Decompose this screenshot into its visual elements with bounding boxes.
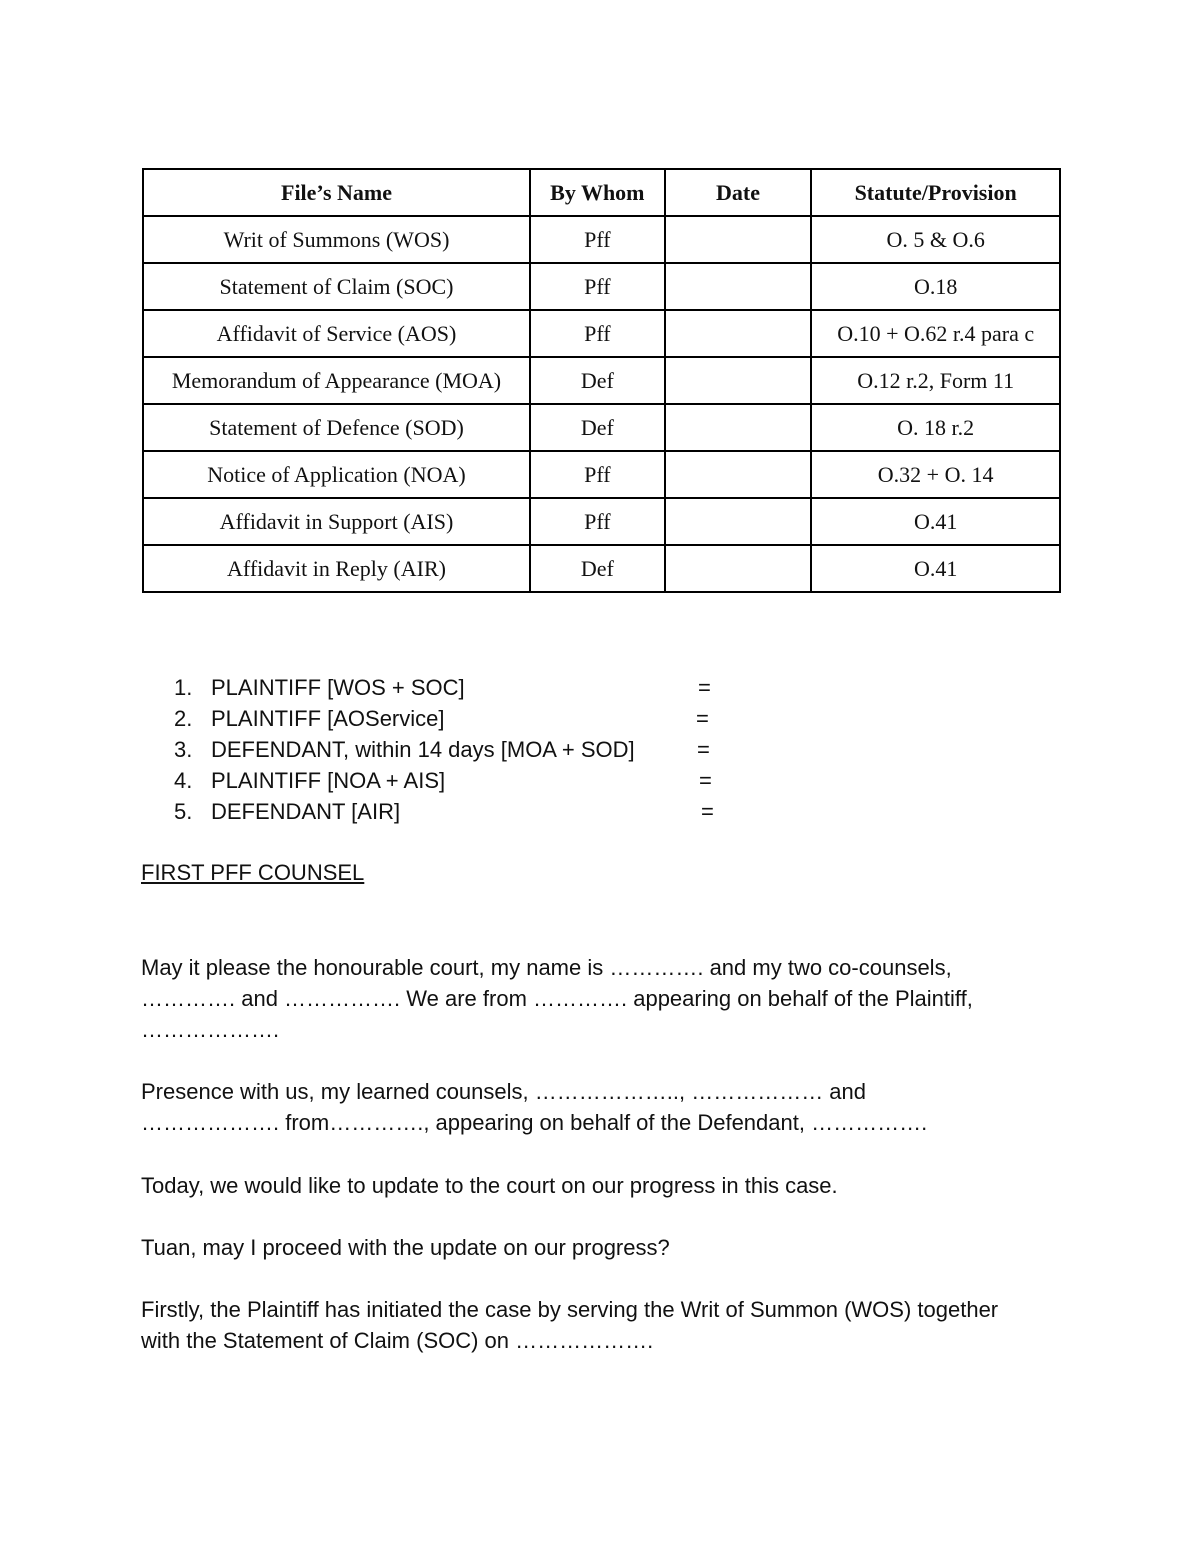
step-number: 5. bbox=[174, 799, 193, 824]
firstly-line: with the Statement of Claim (SOC) on ………………. bbox=[141, 1328, 654, 1353]
step-text: PLAINTIFF [WOS + SOC] bbox=[211, 675, 465, 700]
cell-statute: O.41 bbox=[811, 545, 1060, 592]
table-header-row bbox=[143, 169, 1060, 216]
cell-date bbox=[665, 310, 812, 357]
cell-file-name: Statement of Claim (SOC) bbox=[143, 263, 530, 310]
cell-statute: O.10 + O.62 r.4 para c bbox=[811, 310, 1060, 357]
cell-statute: O. 5 & O.6 bbox=[811, 216, 1060, 263]
step-text: PLAINTIFF [NOA + AIS] bbox=[211, 768, 446, 793]
table-row bbox=[143, 498, 1060, 545]
cell-date bbox=[665, 357, 812, 404]
intro-line: …………. and ……………. We are from …………. appearing on behalf of the Plaintiff, bbox=[141, 986, 973, 1011]
firstly-paragraph bbox=[141, 1294, 1071, 1356]
cell-date bbox=[665, 545, 812, 592]
list-item bbox=[174, 734, 710, 765]
steps-list bbox=[174, 672, 714, 827]
step-text: DEFENDANT [AIR] bbox=[211, 799, 401, 824]
table-row bbox=[143, 451, 1060, 498]
step-equals: = bbox=[697, 737, 710, 762]
cell-by-whom: Def bbox=[530, 357, 665, 404]
header-files-name: File’s Name bbox=[143, 169, 530, 216]
step-number: 4. bbox=[174, 768, 193, 793]
header-statute: Statute/Provision bbox=[811, 169, 1060, 216]
presence-line: Presence with us, my learned counsels, ……………….., ……………… and bbox=[141, 1079, 867, 1104]
intro-line: May it please the honourable court, my name is …………. and my two co-counsels, bbox=[141, 955, 952, 980]
cell-statute: O.12 r.2, Form 11 bbox=[811, 357, 1060, 404]
cell-date bbox=[665, 263, 812, 310]
firstly-line: Firstly, the Plaintiff has initiated the case by serving the Writ of Summon (WOS) together bbox=[141, 1297, 999, 1322]
table-row bbox=[143, 310, 1060, 357]
proceed-paragraph: Tuan, may I proceed with the update on our progress? bbox=[141, 1235, 670, 1260]
cell-date bbox=[665, 404, 812, 451]
cell-date bbox=[665, 498, 812, 545]
update-paragraph: Today, we would like to update to the court on our progress in this case. bbox=[141, 1173, 838, 1198]
step-equals: = bbox=[698, 675, 711, 700]
cell-by-whom: Pff bbox=[530, 498, 665, 545]
cell-date bbox=[665, 216, 812, 263]
list-item bbox=[174, 796, 714, 827]
step-number: 3. bbox=[174, 737, 193, 762]
cell-statute: O. 18 r.2 bbox=[811, 404, 1060, 451]
intro-line: ………………. bbox=[141, 1017, 280, 1042]
header-by-whom: By Whom bbox=[530, 169, 665, 216]
step-number: 2. bbox=[174, 706, 193, 731]
cell-file-name: Notice of Application (NOA) bbox=[143, 451, 530, 498]
cell-file-name: Affidavit of Service (AOS) bbox=[143, 310, 530, 357]
step-equals: = bbox=[696, 706, 709, 731]
table-row bbox=[143, 404, 1060, 451]
cell-by-whom: Pff bbox=[530, 451, 665, 498]
step-text: DEFENDANT, within 14 days [MOA + SOD] bbox=[211, 737, 635, 762]
presence-line: ………………. from…………., appearing on behalf of the Defendant, ……………. bbox=[141, 1110, 928, 1135]
cell-file-name: Affidavit in Reply (AIR) bbox=[143, 545, 530, 592]
table-row bbox=[143, 263, 1060, 310]
table-row bbox=[143, 357, 1060, 404]
step-equals: = bbox=[699, 768, 712, 793]
cell-date bbox=[665, 451, 812, 498]
step-number: 1. bbox=[174, 675, 193, 700]
step-equals: = bbox=[701, 799, 714, 824]
cell-file-name: Writ of Summons (WOS) bbox=[143, 216, 530, 263]
cell-by-whom: Pff bbox=[530, 310, 665, 357]
cell-by-whom: Def bbox=[530, 404, 665, 451]
presence-paragraph bbox=[141, 1076, 1071, 1138]
cell-statute: O.41 bbox=[811, 498, 1060, 545]
table-row bbox=[143, 216, 1060, 263]
cell-file-name: Statement of Defence (SOD) bbox=[143, 404, 530, 451]
intro-paragraph bbox=[141, 952, 1071, 1045]
cell-statute: O.32 + O. 14 bbox=[811, 451, 1060, 498]
cell-by-whom: Pff bbox=[530, 263, 665, 310]
cell-file-name: Affidavit in Support (AIS) bbox=[143, 498, 530, 545]
files-table bbox=[142, 168, 1061, 593]
section-heading: FIRST PFF COUNSEL bbox=[141, 860, 365, 885]
list-item bbox=[174, 703, 709, 734]
cell-by-whom: Pff bbox=[530, 216, 665, 263]
list-item bbox=[174, 765, 712, 796]
header-date: Date bbox=[665, 169, 812, 216]
list-item bbox=[174, 672, 711, 703]
table-row bbox=[143, 545, 1060, 592]
step-text: PLAINTIFF [AOService] bbox=[211, 706, 445, 731]
cell-by-whom: Def bbox=[530, 545, 665, 592]
cell-statute: O.18 bbox=[811, 263, 1060, 310]
cell-file-name: Memorandum of Appearance (MOA) bbox=[143, 357, 530, 404]
